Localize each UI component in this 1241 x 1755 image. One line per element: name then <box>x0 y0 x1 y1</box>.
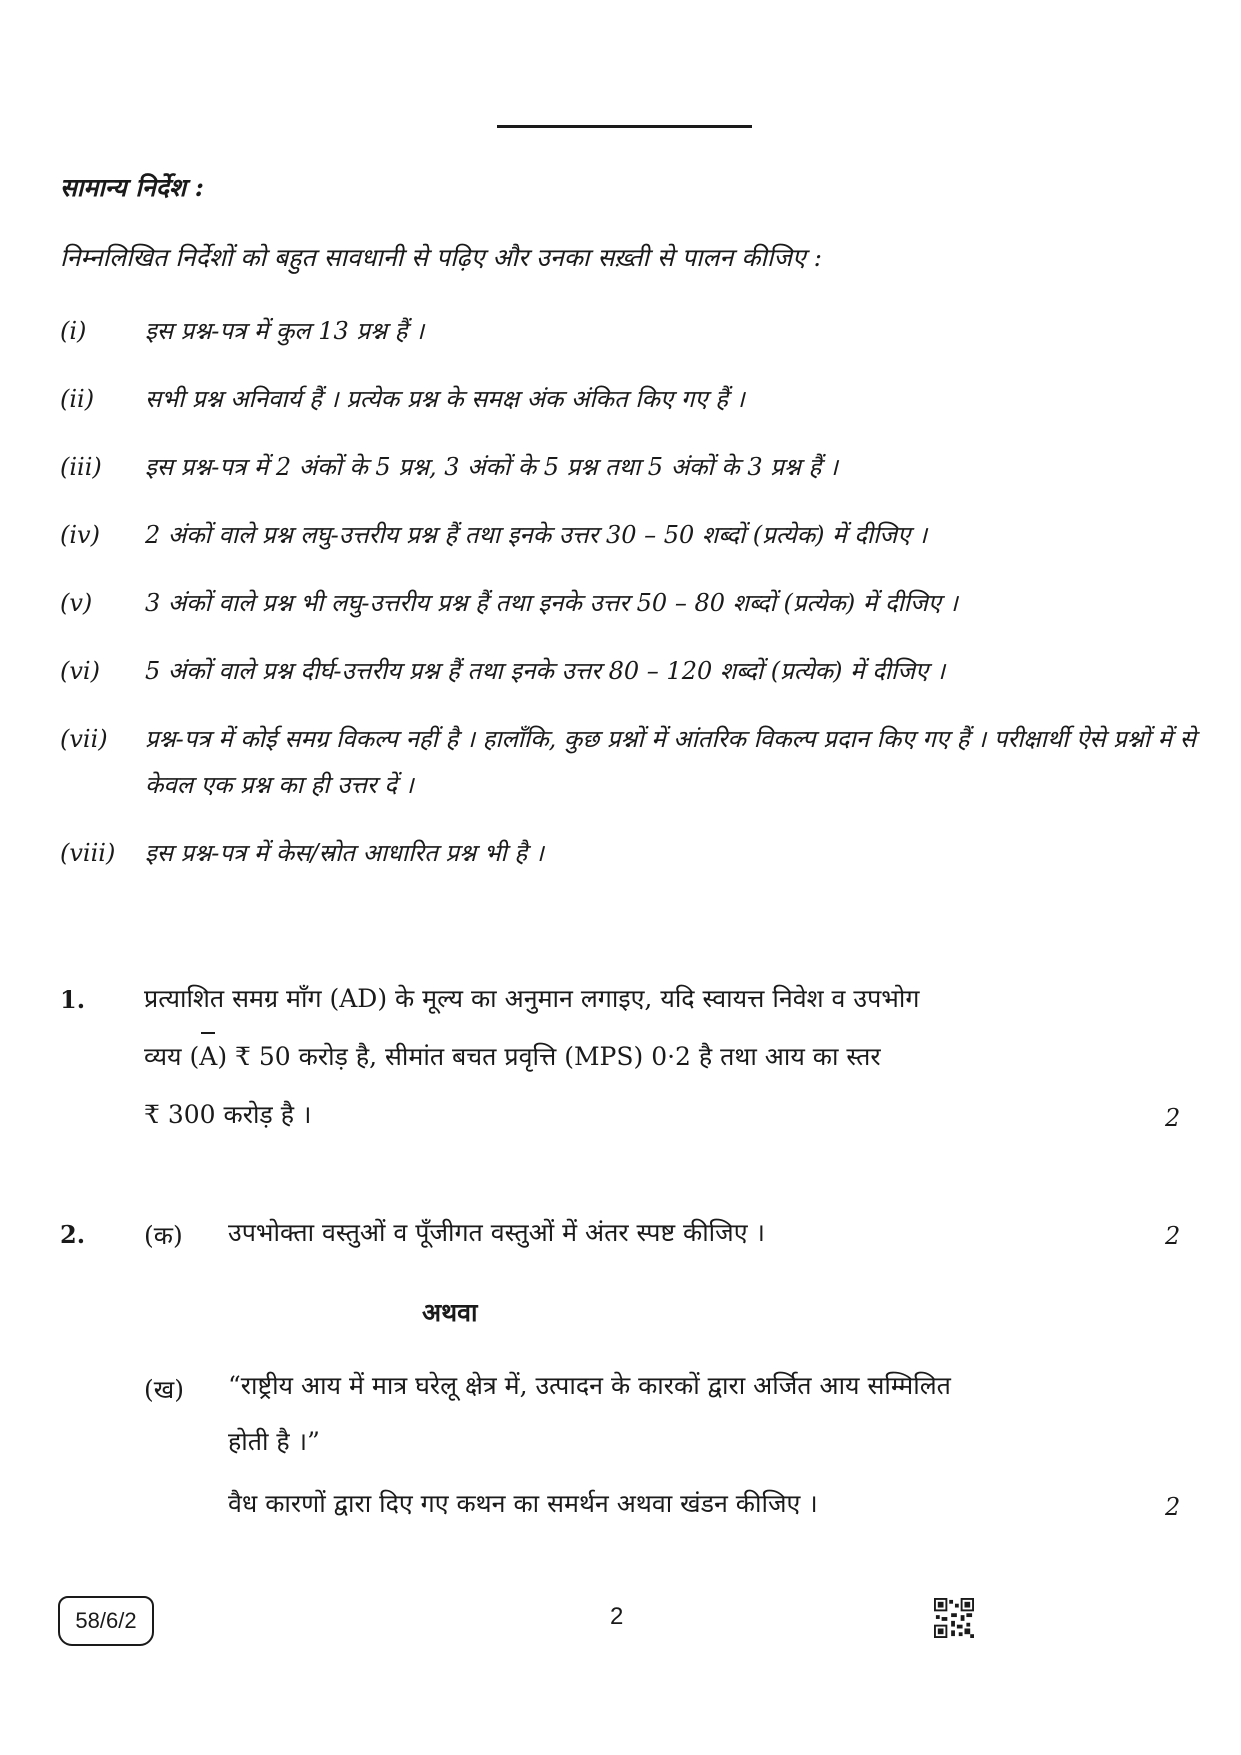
instruction-number: (v) <box>60 589 93 617</box>
part-b-marks: 2 <box>1165 1493 1181 1521</box>
question-2-number: 2. <box>60 1220 86 1249</box>
question-1-line-2-start: व्यय ( <box>144 1042 200 1071</box>
question-1-line-3: ₹ 300 करोड़ है । <box>144 1100 312 1129</box>
instruction-text: 3 अंकों वाले प्रश्न भी लघु-उत्तरीय प्रश्न हैं तथा इनके उत्तर 50 – 80 शब्दों (प्रत्येक) में दीजिए । <box>145 589 958 617</box>
instruction-text: प्रश्न-पत्र में कोई समग्र विकल्प नहीं है । हालाँकि, कुछ प्रश्नों में आंतरिक विकल्प प्रदान किए गए हैं । परीक्षार्थी ऐसे प्रश्नों में से केवल एक प्रश्न का ही उत्तर दें । <box>145 725 1196 799</box>
instruction-number: (iv) <box>60 521 100 549</box>
instruction-number: (iii) <box>60 453 102 481</box>
instruction-text: सभी प्रश्न अनिवार्य हैं । प्रत्येक प्रश्न के समक्ष अंक अंकित किए गए हैं । <box>145 385 745 413</box>
part-b-label: (ख) <box>144 1375 184 1404</box>
instruction-text: इस प्रश्न-पत्र में कुल 13 प्रश्न हैं । <box>145 317 425 345</box>
general-instructions-title: सामान्य निर्देश : <box>60 173 204 202</box>
paper-code: 58/6/2 <box>58 1596 154 1646</box>
general-instructions-intro: निम्नलिखित निर्देशों को बहुत सावधानी से पढ़िए और उनका सख़्ती से पालन कीजिए : <box>60 243 823 272</box>
instruction-number: (vi) <box>60 657 100 685</box>
instruction-text: 5 अंकों वाले प्रश्न दीर्घ-उत्तरीय प्रश्न हैं तथा इनके उत्तर 80 – 120 शब्दों (प्रत्येक) में दीजिए । <box>145 657 946 685</box>
qr-code-icon <box>934 1598 974 1638</box>
instruction-number: (vii) <box>60 725 108 753</box>
instruction-text: इस प्रश्न-पत्र में 2 अंकों के 5 प्रश्न, 3 अंकों के 5 प्रश्न तथा 5 अंकों के 3 प्रश्न हैं । <box>145 453 838 481</box>
instruction-text: 2 अंकों वाले प्रश्न लघु-उत्तरीय प्रश्न हैं तथा इनके उत्तर 30 – 50 शब्दों (प्रत्येक) में दीजिए । <box>145 521 928 549</box>
instruction-text: इस प्रश्न-पत्र में केस/स्रोत आधारित प्रश्न भी है । <box>145 839 544 867</box>
instruction-number: (i) <box>60 317 87 345</box>
a-bar-symbol: A <box>199 1028 217 1086</box>
question-1-marks: 2 <box>1165 1104 1181 1132</box>
top-divider <box>497 125 752 128</box>
instruction-number: (ii) <box>60 385 95 413</box>
instruction-number: (viii) <box>60 839 116 867</box>
or-label: अथवा <box>422 1298 478 1327</box>
part-b-line-1: “राष्ट्रीय आय में मात्र घरेलू क्षेत्र में, उत्पादन के कारकों द्वारा अर्जित आय सम्मिलित <box>228 1371 951 1400</box>
part-b-line-3: वैध कारणों द्वारा दिए गए कथन का समर्थन अथवा खंडन कीजिए । <box>228 1489 818 1518</box>
part-a-text: उपभोक्ता वस्तुओं व पूँजीगत वस्तुओं में अंतर स्पष्ट कीजिए । <box>228 1218 765 1247</box>
question-1-line-1: प्रत्याशित समग्र माँग (AD) के मूल्य का अनुमान लगाइए, यदि स्वायत्त निवेश व उपभोग <box>144 984 920 1013</box>
question-1-number: 1. <box>60 985 86 1014</box>
question-1-line-2 <box>144 1028 1124 1086</box>
question-1-line-2-end: ) ₹ 50 करोड़ है, सीमांत बचत प्रवृत्ति (MPS) 0·2 है तथा आय का स्तर <box>217 1042 881 1071</box>
page-number: 2 <box>610 1603 624 1630</box>
part-a-label: (क) <box>144 1221 183 1250</box>
part-b-line-2: होती है ।” <box>228 1427 320 1456</box>
part-a-marks: 2 <box>1165 1222 1181 1250</box>
